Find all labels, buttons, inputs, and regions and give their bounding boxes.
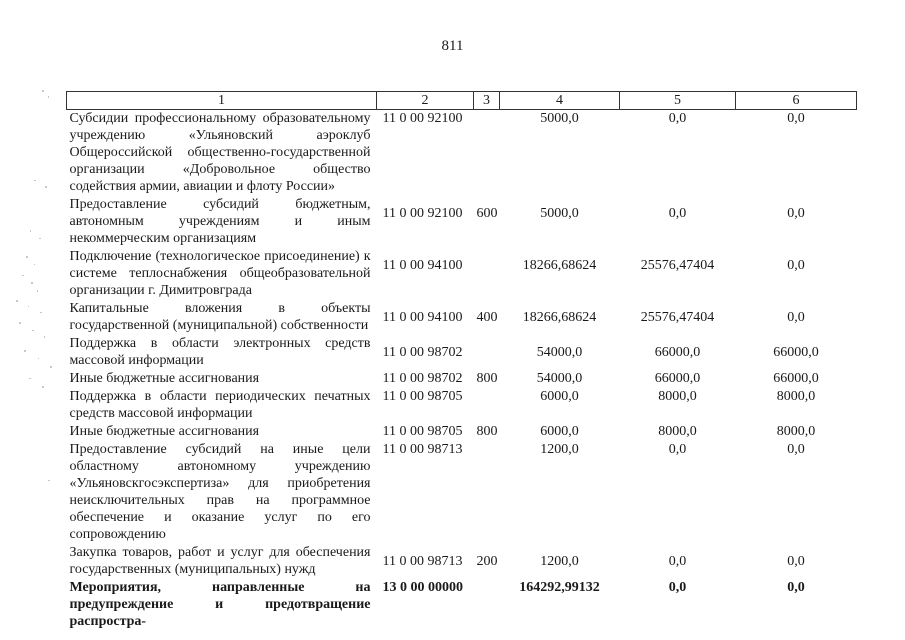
header-col-5: 5 bbox=[620, 92, 736, 110]
header-col-1: 1 bbox=[67, 92, 377, 110]
row-value-col5-cell: 25576,47404 bbox=[640, 258, 715, 273]
row-value-col4-cell: 6000,0 bbox=[540, 389, 579, 404]
row-value-col6-cell: 0,0 bbox=[787, 580, 805, 595]
row-value-col4-cell: 5000,0 bbox=[540, 111, 579, 126]
row-value-col5-cell: 0,0 bbox=[668, 206, 687, 221]
row-value-col6-cell: 66000,0 bbox=[773, 345, 819, 360]
row-value-col5-cell: 66000,0 bbox=[654, 371, 701, 386]
row-value-col5-cell: 0,0 bbox=[668, 111, 687, 126]
row-expense-type-cell bbox=[474, 335, 500, 370]
table-row bbox=[67, 544, 857, 579]
table-row bbox=[67, 300, 857, 335]
row-value-col4-cell: 1200,0 bbox=[540, 442, 579, 457]
row-value-col6-cell: 0,0 bbox=[787, 111, 805, 126]
row-code-cell: 11 0 00 92100 bbox=[382, 206, 463, 221]
row-value-col6-cell: 8000,0 bbox=[776, 424, 816, 439]
row-expense-type-cell bbox=[474, 248, 500, 300]
row-value-col6-cell: 0,0 bbox=[787, 258, 805, 273]
scan-noise bbox=[4, 60, 60, 530]
row-code-cell: 11 0 00 98713 bbox=[382, 554, 463, 569]
row-code-cell: 11 0 00 92100 bbox=[382, 111, 463, 126]
row-value-col6-cell: 0,0 bbox=[787, 310, 805, 325]
row-code-cell: 11 0 00 98705 bbox=[382, 389, 463, 404]
row-code-cell: 11 0 00 98702 bbox=[382, 345, 463, 360]
header-col-3: 3 bbox=[474, 92, 500, 110]
row-value-col4-cell: 18266,68624 bbox=[522, 310, 597, 325]
row-name-cell: Предоставление субсидий бюджетным, автономным учреждениям и иным некоммерческим организациям bbox=[69, 197, 371, 246]
row-expense-type-cell: 800 bbox=[476, 424, 498, 439]
row-name-cell: Закупка товаров, работ и услуг для обеспечения государственных (муниципальных) нужд bbox=[69, 545, 371, 577]
table-row bbox=[67, 110, 857, 197]
table-row bbox=[67, 423, 857, 441]
row-value-col6-cell: 0,0 bbox=[787, 206, 805, 221]
page-number: 811 bbox=[441, 38, 464, 54]
table-body bbox=[67, 110, 857, 632]
row-value-col5-cell: 0,0 bbox=[668, 580, 687, 595]
row-name-cell: Поддержка в области периодических печатных средств массовой информации bbox=[69, 389, 371, 421]
row-name-cell: Субсидии профессиональному образовательному учреждению «Ульяновский аэроклуб Общероссийской общественно-государственной организации «Добровольное общество содействия армии, авиации и флоту России» bbox=[69, 111, 371, 194]
row-code-cell: 11 0 00 98705 bbox=[382, 424, 463, 439]
table-row bbox=[67, 335, 857, 370]
row-name-cell: Капитальные вложения в объекты государственной (муниципальной) собственности bbox=[69, 301, 371, 333]
row-value-col4-cell: 54000,0 bbox=[536, 371, 583, 386]
header-col-6: 6 bbox=[736, 92, 857, 110]
row-expense-type-cell bbox=[474, 388, 500, 423]
row-value-col4-cell: 1200,0 bbox=[540, 554, 579, 569]
row-name-cell: Подключение (технологическое присоединение) к системе теплоснабжения общеобразовательной организации г. Димитровграда bbox=[69, 249, 371, 298]
row-value-col4-cell: 5000,0 bbox=[540, 206, 579, 221]
row-value-col4-cell: 164292,99132 bbox=[519, 580, 600, 595]
row-expense-type-cell bbox=[474, 441, 500, 544]
row-name-cell: Иные бюджетные ассигнования bbox=[69, 371, 260, 386]
table-row bbox=[67, 196, 857, 248]
row-name-cell: Поддержка в области электронных средств массовой информации bbox=[69, 336, 371, 368]
row-code-cell: 11 0 00 98713 bbox=[382, 442, 463, 457]
row-code-cell: 11 0 00 98702 bbox=[382, 371, 463, 386]
row-code-cell: 13 0 00 00000 bbox=[382, 580, 463, 595]
row-value-col5-cell: 8000,0 bbox=[658, 389, 697, 404]
row-value-col5-cell: 25576,47404 bbox=[640, 310, 715, 325]
table-row bbox=[67, 579, 857, 631]
row-code-cell: 11 0 00 94100 bbox=[382, 310, 463, 325]
row-value-col6-cell: 8000,0 bbox=[776, 389, 816, 404]
row-name-cell: Иные бюджетные ассигнования bbox=[69, 424, 260, 439]
row-expense-type-cell: 400 bbox=[476, 310, 498, 325]
header-col-2: 2 bbox=[377, 92, 474, 110]
row-expense-type-cell: 200 bbox=[476, 554, 498, 569]
row-value-col6-cell: 0,0 bbox=[787, 554, 805, 569]
row-expense-type-cell bbox=[474, 110, 500, 197]
header-col-4: 4 bbox=[500, 92, 620, 110]
row-value-col5-cell: 8000,0 bbox=[658, 424, 697, 439]
row-name-cell: Мероприятия, направленные на предупреждение и предотвращение распростра- bbox=[69, 580, 371, 629]
row-value-col4-cell: 18266,68624 bbox=[522, 258, 597, 273]
row-value-col6-cell: 0,0 bbox=[787, 442, 805, 457]
row-expense-type-cell bbox=[474, 579, 500, 631]
row-expense-type-cell: 600 bbox=[476, 206, 498, 221]
row-value-col5-cell: 0,0 bbox=[668, 554, 687, 569]
row-value-col5-cell: 0,0 bbox=[668, 442, 687, 457]
row-value-col4-cell: 6000,0 bbox=[540, 424, 579, 439]
row-value-col4-cell: 54000,0 bbox=[536, 345, 583, 360]
row-code-cell: 11 0 00 94100 bbox=[382, 258, 463, 273]
table-header-row bbox=[67, 92, 857, 110]
row-expense-type-cell: 800 bbox=[476, 371, 498, 386]
table-row bbox=[67, 248, 857, 300]
table-row bbox=[67, 370, 857, 388]
row-name-cell: Предоставление субсидий на иные цели областному автономному учреждению «Ульяновскгосэкспертиза» для приобретения неисключительных прав на программное обеспечение и оказание услуг по его сопровождению bbox=[69, 442, 371, 542]
table-row bbox=[67, 388, 857, 423]
row-value-col5-cell: 66000,0 bbox=[654, 345, 701, 360]
budget-table bbox=[66, 91, 857, 631]
table-row bbox=[67, 441, 857, 544]
row-value-col6-cell: 66000,0 bbox=[773, 371, 819, 386]
